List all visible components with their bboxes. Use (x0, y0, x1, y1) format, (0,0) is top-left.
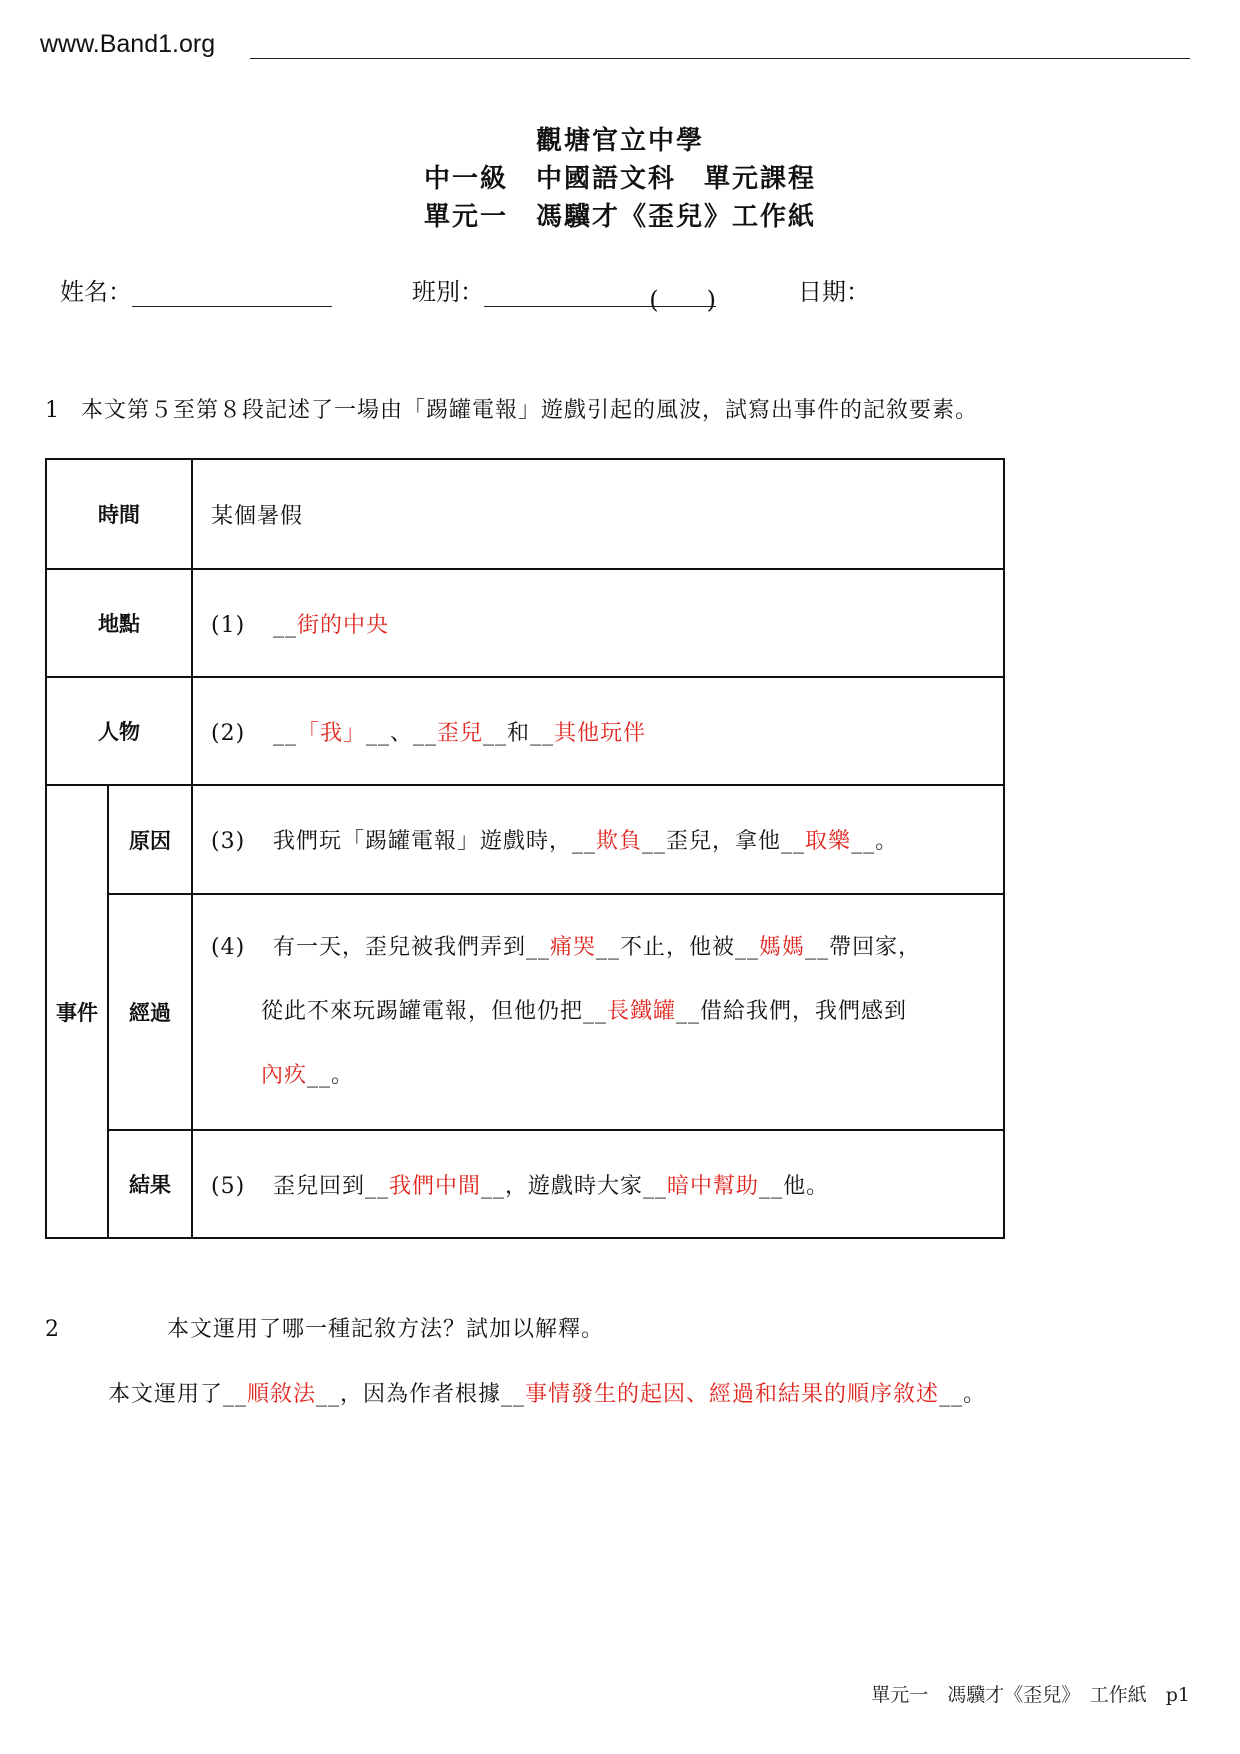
result-label: 結果 (108, 1130, 192, 1238)
people-label: 人物 (46, 677, 192, 785)
people-cell: (2) __「我」__、__歪兒__和__其他玩伴 (192, 677, 1004, 785)
header-rule (250, 58, 1190, 59)
course-title: 中一級 中國語文科 單元課程 (423, 164, 816, 194)
table-row (46, 677, 1004, 785)
answer-process-1: 痛哭 (550, 935, 597, 960)
date-label: 日期： (798, 278, 870, 306)
answer-process-3: 長鐵罐 (607, 999, 677, 1024)
narrative-elements-table (45, 458, 1005, 1239)
question-text: 本文運用了哪一種記敘方法？試加以解釋。 (167, 1317, 605, 1342)
page-footer: 單元一 馮驥才《歪兒》 工作紙 p1 (871, 1684, 1190, 1706)
table-row (46, 459, 1004, 569)
question-number: 2 (45, 1317, 60, 1342)
table-row (46, 569, 1004, 677)
answer-place: 街的中央 (297, 612, 390, 638)
name-blank[interactable] (132, 280, 332, 307)
answer-people-3: 其他玩伴 (554, 720, 647, 746)
cause-cell: (3) 我們玩「踢罐電報」遊戲時，__欺負__歪兒，拿他__取樂__。 (192, 785, 1004, 894)
place-cell: (1) __街的中央 (192, 569, 1004, 677)
answer-cause-2: 取樂 (805, 829, 852, 854)
result-cell: (5) 歪兒回到__我們中間__，遊戲時大家__暗中幫助__他。 (192, 1130, 1004, 1238)
name-field[interactable] (60, 272, 332, 307)
class-field[interactable] (412, 272, 716, 314)
site-url: www.Band1.org (40, 30, 216, 58)
time-label: 時間 (46, 459, 192, 569)
answer-people-1: 「我」 (297, 720, 367, 746)
place-label: 地點 (46, 569, 192, 677)
process-label: 經過 (108, 894, 192, 1130)
process-cell: (4) 有一天，歪兒被我們弄到__痛哭__不止，他被__媽媽__帶回家， 從此不來玩踢罐電報，但他仍把__長鐵罐__借給我們，我們感到 內疚__。 (192, 894, 1004, 1130)
time-value: 某個暑假 (192, 459, 1004, 569)
table-row (46, 894, 1004, 1130)
school-title: 觀塘官立中學 (535, 126, 704, 156)
answer-2: 本文運用了__順敘法__，因為作者根據__事情發生的起因、經過和結果的順序敘述__。 (108, 1382, 987, 1407)
question-1 (45, 393, 978, 424)
event-label: 事件 (46, 785, 108, 1238)
class-blank[interactable] (484, 280, 716, 314)
answer-method: 順敘法 (247, 1382, 317, 1407)
answer-result-1: 我們中間 (389, 1173, 482, 1199)
table-row (46, 785, 1004, 894)
answer-reason: 事情發生的起因、經過和結果的順序敘述 (525, 1382, 940, 1407)
class-number-paren: ( ) (649, 286, 716, 314)
question-2 (45, 1312, 604, 1343)
worksheet-title: 單元一 馮驥才《歪兒》工作紙 (423, 202, 816, 232)
answer-people-2: 歪兒 (437, 720, 484, 746)
cause-label: 原因 (108, 785, 192, 894)
answer-result-2: 暗中幫助 (667, 1173, 760, 1199)
name-label: 姓名： (60, 278, 132, 306)
table-row (46, 1130, 1004, 1238)
answer-cause-1: 欺負 (596, 829, 643, 854)
class-label: 班別： (412, 278, 484, 306)
question-number: 1 (45, 398, 60, 423)
answer-process-4: 內疚 (261, 1063, 308, 1088)
answer-process-2: 媽媽 (759, 935, 806, 960)
question-text: 本文第５至第８段記述了一場由「踢罐電報」遊戲引起的風波，試寫出事件的記敘要素。 (81, 398, 979, 423)
date-field[interactable] (798, 272, 870, 307)
